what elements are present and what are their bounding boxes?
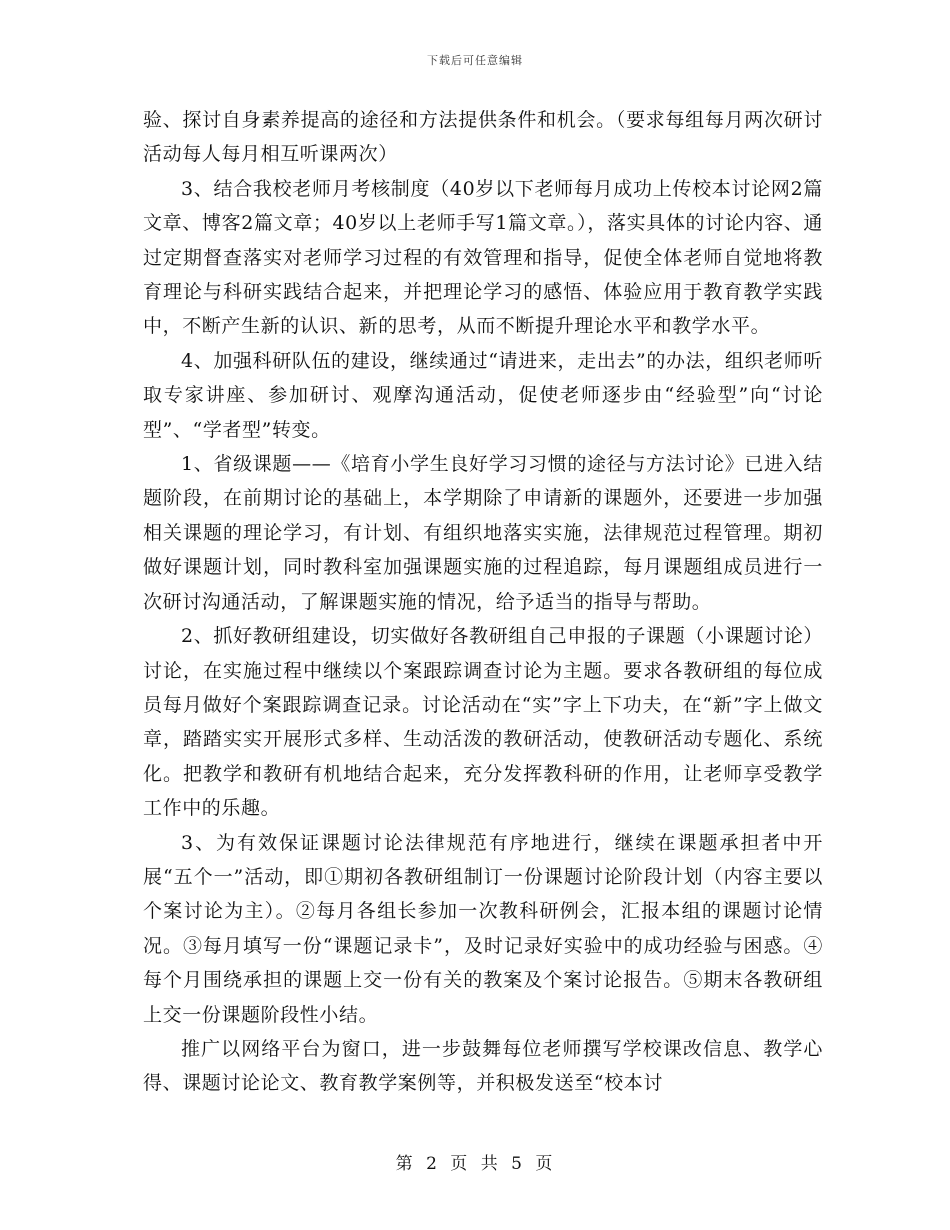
header-note: 下载后可任意编辑 bbox=[427, 54, 523, 67]
paragraph: 推广以网络平台为窗口，进一步鼓舞每位老师撰写学校课改信息、教学心得、课题讨论论文、教育教学案例等，并积极发送至“校本讨 bbox=[143, 1037, 823, 1095]
page-footer bbox=[0, 1149, 950, 1174]
page-number: 第 2 页 共 5 页 bbox=[395, 1154, 555, 1174]
paragraph: 3、结合我校老师月考核制度（40岁以下老师每月成功上传校本讨论网2篇文章、博客2篇文章；40岁以上老师手写1篇文章。），落实具体的讨论内容、通过定期督查落实对老师学习过程的有效管理和指导，促使全体老师自觉地将教育理论与科研实践结合起来，并把理论学习的感悟、体验应用于教育教学实践中，不断产生新的认识、新的思考，从而不断提升理论水平和教学水平。 bbox=[143, 177, 823, 338]
paragraph: 2、抓好教研组建设，切实做好各教研组自己申报的子课题（小课题讨论）讨论，在实施过程中继续以个案跟踪调查讨论为主题。要求各教研组的每位成员每月做好个案跟踪调查记录。讨论活动在“实”字上下功夫，在“新”字上做文章，踏踏实实开展形式多样、生动活泼的教研活动，使教研活动专题化、系统化。把教学和教研有机地结合起来，充分发挥教科研的作用，让老师享受教学工作中的乐趣。 bbox=[143, 625, 823, 820]
paragraph: 4、加强科研队伍的建设，继续通过“请进来，走出去”的办法，组织老师听取专家讲座、参加研讨、观摩沟通活动，促使老师逐步由“经验型”向“讨论型”、“学者型”转变。 bbox=[143, 349, 823, 441]
page-header bbox=[0, 52, 950, 68]
paragraph: 验、探讨自身素养提高的途径和方法提供条件和机会。（要求每组每月两次研讨活动每人每月相互听课两次） bbox=[143, 109, 823, 166]
paragraph: 1、省级课题——《培育小学生良好学习习惯的途径与方法讨论》已进入结题阶段，在前期讨论的基础上，本学期除了申请新的课题外，还要进一步加强相关课题的理论学习，有计划、有组织地落实实施，法律规范过程管理。期初做好课题计划，同时教科室加强课题实施的过程追踪，每月课题组成员进行一次研讨沟通活动，了解课题实施的情况，给予适当的指导与帮助。 bbox=[143, 453, 823, 613]
document-body bbox=[143, 103, 823, 1101]
paragraph: 3、为有效保证课题讨论法律规范有序地进行，继续在课题承担者中开展“五个一”活动，即①期初各教研组制订一份课题讨论阶段计划（内容主要以个案讨论为主）。②每月各组长参加一次教科研例会，汇报本组的课题讨论情况。③每月填写一份“课题记录卡”，及时记录好实验中的成功经验与困惑。④每个月围绕承担的课题上交一份有关的教案及个案讨论报告。⑤期末各教研组上交一份课题阶段性小结。 bbox=[143, 831, 823, 1026]
